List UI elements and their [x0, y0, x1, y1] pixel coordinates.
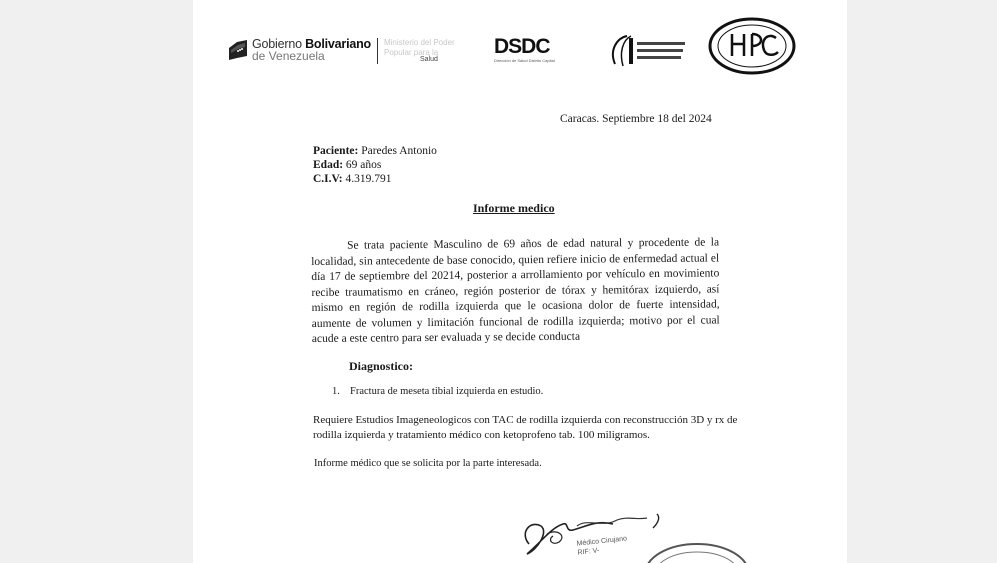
letterhead	[193, 14, 847, 76]
trio-logo-icon	[605, 30, 687, 70]
patient-info	[313, 144, 437, 186]
government-logo	[227, 38, 472, 64]
report-body: Se trata paciente Masculino de 69 años de edad natural y procedente de la localidad, sin antecedente de base conocido, quien refiere inicio de enfermedad actual el día 17 de septiembre del 20214, posterior a arrollamiento por vehículo en movimiento recibe traumatismo en cráneo, región posterior de tórax y hemitórax izquierdo, así mismo en región de rodilla izquierda que le ocasiona dolor de fuerte intensidad, aumente de volumen y limitación funcional de rodilla izquierda; motivo por el cual acude a este centro para ser evaluada y se decide conducta	[311, 236, 720, 345]
logo-divider	[377, 38, 378, 64]
diagnosis-item: 1. Fractura de meseta tibial izquierda en estudio.	[332, 386, 544, 397]
patient-id-row: C.I.V: 4.319.791	[313, 173, 392, 185]
patient-age-row: Edad: 69 años	[313, 159, 382, 171]
venezuela-flag-icon	[227, 38, 249, 62]
hpc-seal-icon	[708, 16, 798, 76]
document-date: Caracas. Septiembre 18 del 2024	[560, 113, 712, 125]
document-page	[193, 0, 847, 563]
ministry-name: Ministerio del Poder Popular para la Salud	[383, 38, 455, 63]
requirements-paragraph: Requiere Estudios Imageneologicos con TAC de rodilla izquierda con reconstrucción 3D y rx de rodilla izquierda y tratamiento médico con ketoprofeno tab. 100 miligramos.	[313, 414, 738, 441]
ministry-salud: Salud	[419, 56, 438, 63]
diagnosis-heading: Diagnostico:	[349, 359, 413, 373]
document-title: Informe medico	[473, 201, 555, 215]
doctor-credentials: Médico Cirujano RIF: V-	[576, 535, 628, 557]
dsdc-logo: DSDC Dirección de Salud Distrito Capital	[494, 35, 555, 63]
official-stamp-icon	[639, 538, 749, 563]
patient-name-row: Paciente: Paredes Antonio	[313, 145, 437, 157]
closing-statement: Informe médico que se solicita por la parte interesada.	[314, 458, 542, 469]
government-name: Gobierno Bolivariano de Venezuela	[252, 37, 371, 63]
